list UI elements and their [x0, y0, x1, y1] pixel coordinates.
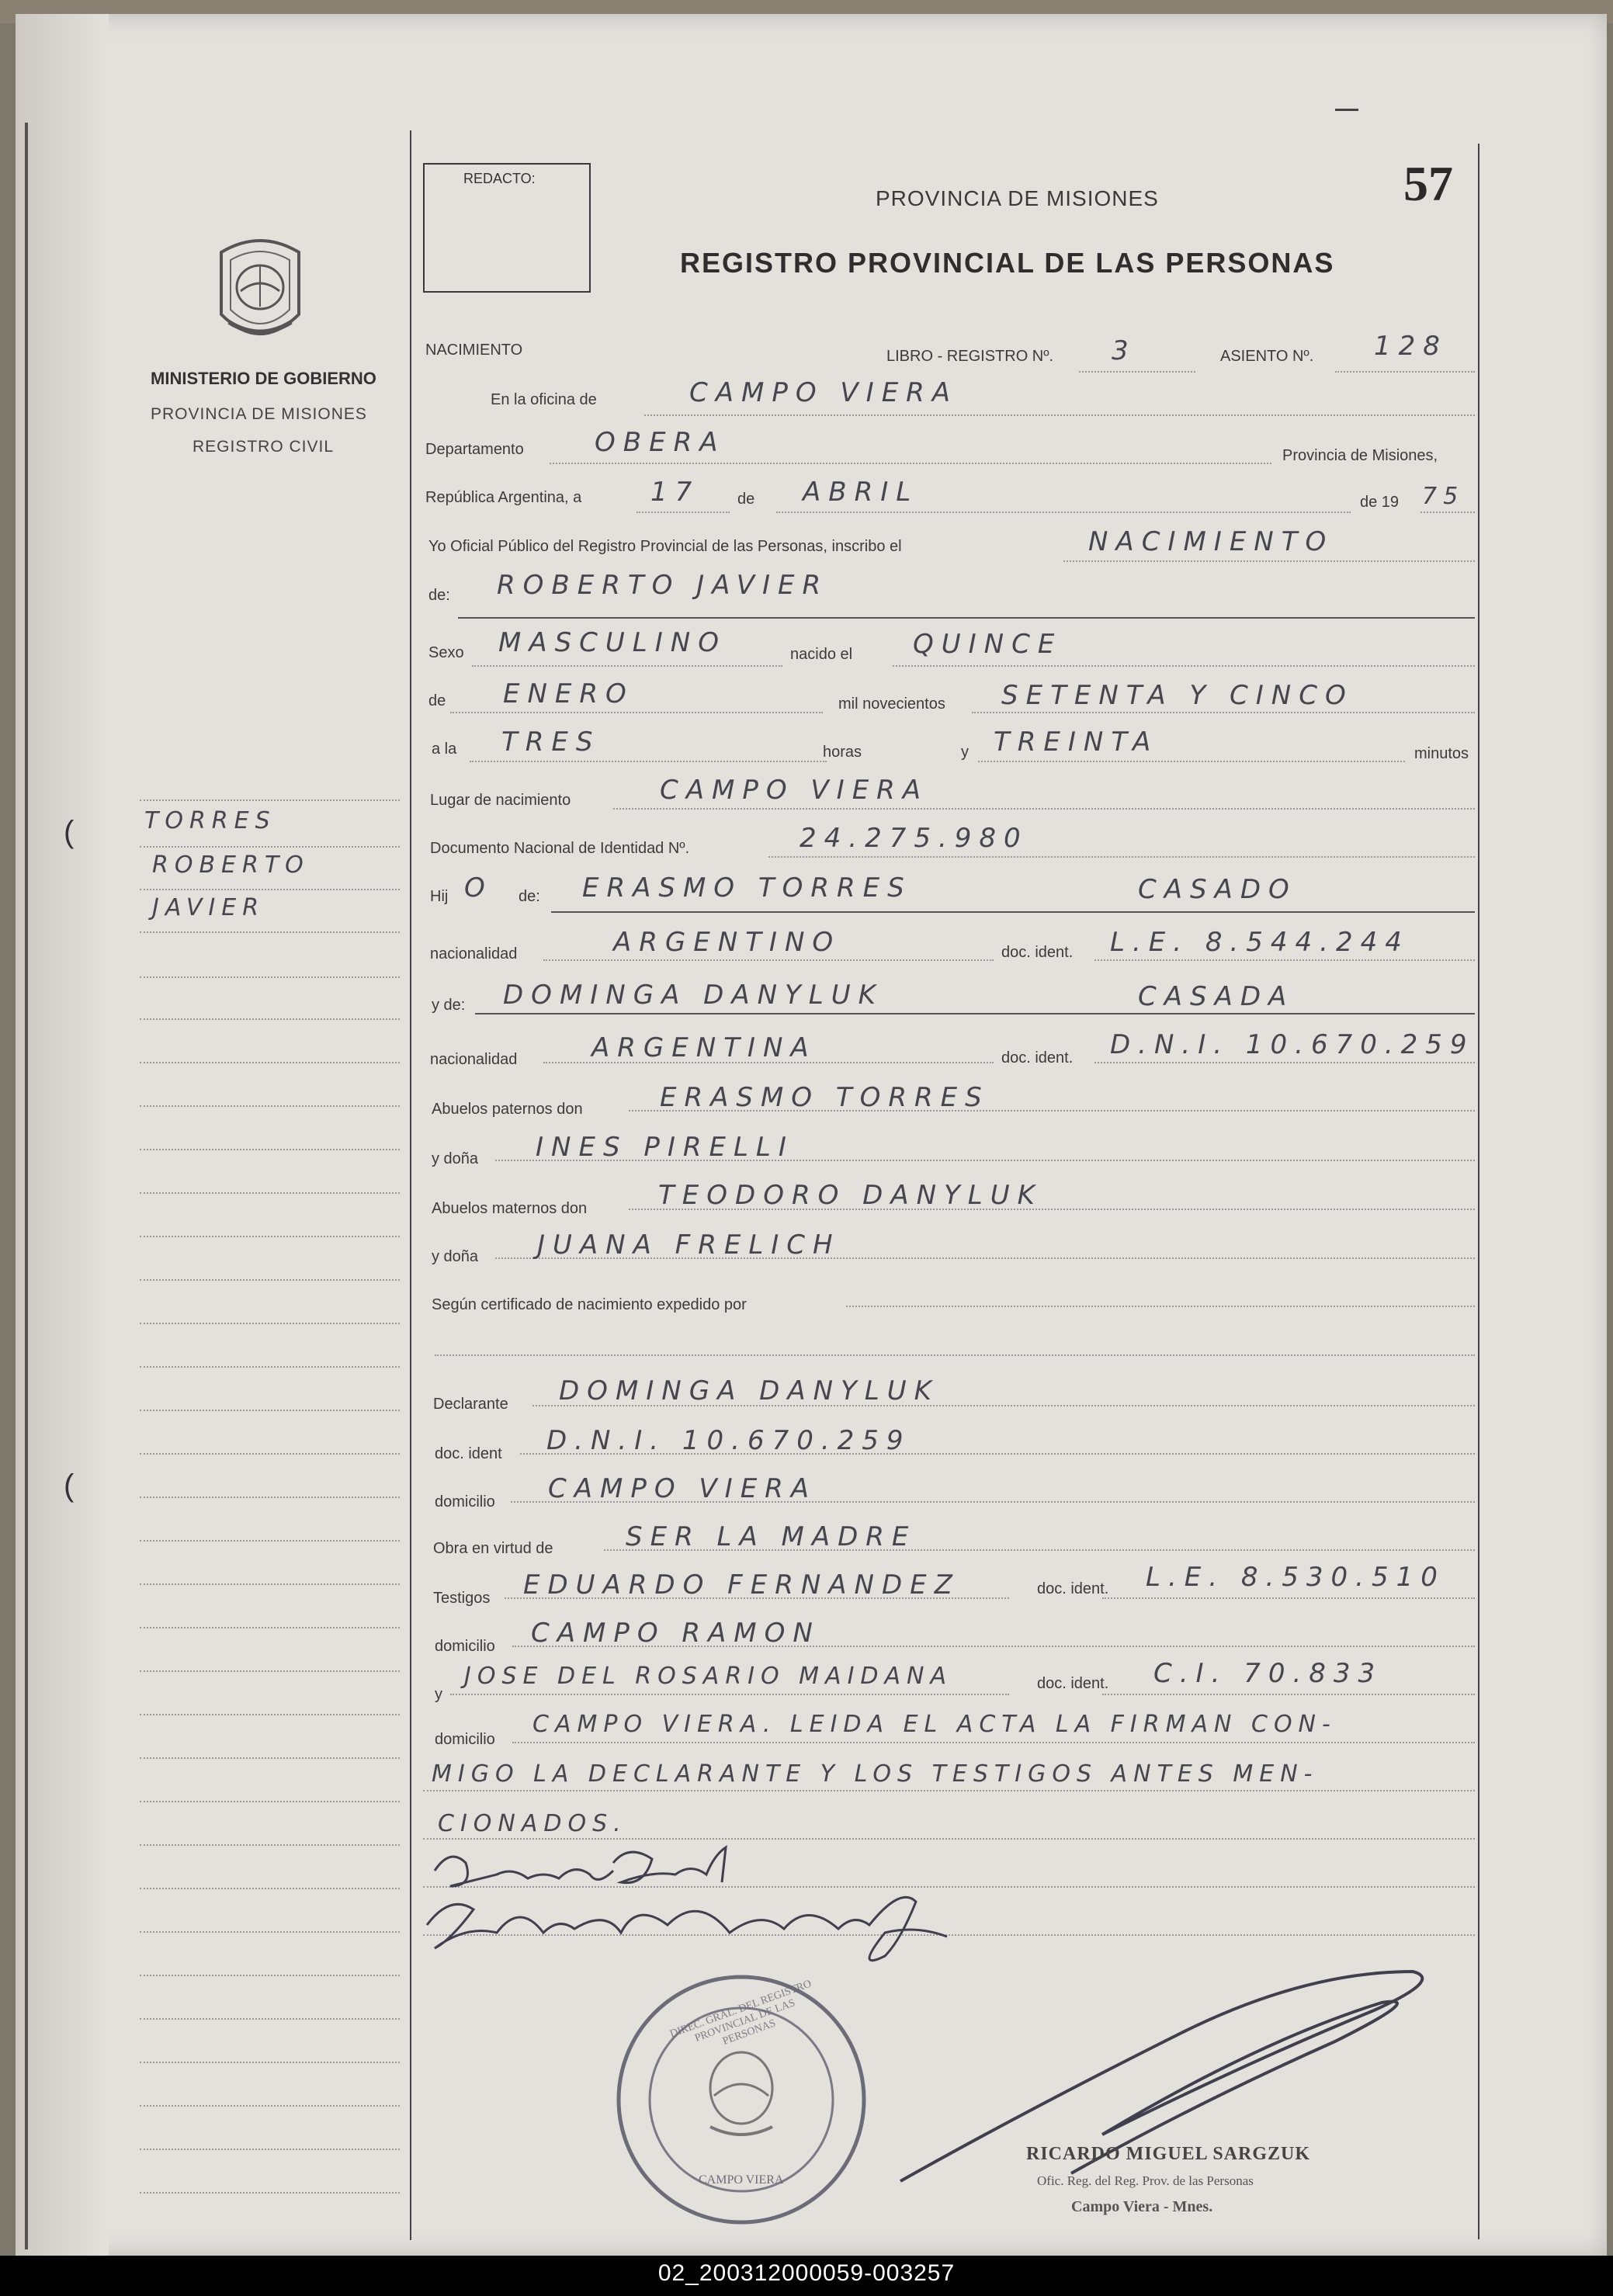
dni-label: Documento Nacional de Identidad Nº. [430, 840, 690, 857]
padre-nacionalidad-label: nacionalidad [430, 945, 518, 962]
provincial-seal-icon [206, 229, 314, 353]
anio-nac-value: SETENTA Y CINCO [1001, 680, 1354, 711]
nacido-value: QUINCE [913, 629, 1063, 660]
header-registry: REGISTRO PROVINCIAL DE LAS PERSONAS [680, 247, 1335, 279]
act-type-label: NACIMIENTO [425, 342, 523, 359]
right-border [1478, 144, 1479, 2239]
testigos-label: Testigos [433, 1590, 491, 1607]
official-place: Campo Viera - Mnes. [1071, 2198, 1213, 2215]
closing-line-3: CIONADOS. [438, 1810, 627, 1837]
margin-bracket: ( [64, 815, 75, 849]
padre-nacionalidad: ARGENTINO [613, 927, 841, 958]
lugar-label: Lugar de nacimiento [430, 792, 571, 809]
declarante-doc-label: doc. ident [435, 1445, 502, 1462]
y2-label: y [435, 1686, 442, 1703]
margin-first-name: ROBERTO [152, 851, 310, 879]
oficina-value: CAMPO VIERA [689, 377, 959, 408]
provincia-suffix: Provincia de Misiones, [1282, 447, 1438, 464]
hij-value: O [464, 872, 493, 903]
official-name: RICARDO MIGUEL SARGZUK [1026, 2144, 1311, 2164]
closing-line-2: MIGO LA DECLARANTE Y LOS TESTIGOS ANTES MEN- [432, 1760, 1319, 1788]
stamp-center-text: CAMPO VIERA [699, 2173, 784, 2187]
testigo2-doc-label: doc. ident. [1037, 1675, 1109, 1692]
image-caption: 02_200312000059-003257 [657, 2260, 956, 2286]
abuela-mat-label: y doña [432, 1248, 479, 1265]
testigo1-dom: CAMPO RAMON [531, 1618, 820, 1649]
abuela-pat: INES PIRELLI [536, 1132, 794, 1163]
asiento-value: 128 [1374, 331, 1448, 362]
hora-value: TRES [501, 727, 601, 758]
declarante-label: Declarante [433, 1396, 508, 1413]
top-dash [1335, 109, 1358, 111]
yo-oficial-label: Yo Oficial Público del Registro Provincial de las Personas, inscribo el [428, 538, 902, 555]
hij-label: Hij [430, 888, 449, 905]
closing-line-1: CAMPO VIERA. LEIDA EL ACTA LA FIRMAN CON- [532, 1711, 1337, 1738]
testigo2-dom-label: domicilio [435, 1731, 495, 1748]
header-province: PROVINCIA DE MISIONES [876, 186, 1159, 210]
de-persona-label: de: [428, 587, 450, 604]
page-edge [16, 14, 109, 2256]
minutos-value: TREINTA [994, 727, 1159, 758]
declarante-dom: CAMPO VIERA [548, 1473, 817, 1504]
asiento-label: ASIENTO Nº. [1220, 348, 1314, 365]
nacido-label: nacido el [790, 646, 853, 663]
ministry-registry: REGISTRO CIVIL [193, 438, 335, 456]
dni-value: 24.275.980 [800, 823, 1029, 854]
declarante-doc: D.N.I. 10.670.259 [546, 1425, 911, 1456]
anio-label: de 19 [1360, 494, 1400, 511]
abuelo-mat: TEODORO DANYLUK [658, 1180, 1042, 1211]
padre-doc-label: doc. ident. [1001, 944, 1074, 961]
madre-nacionalidad-label: nacionalidad [430, 1051, 518, 1068]
redacto-box [423, 163, 591, 293]
testigo2-doc: C.I. 70.833 [1153, 1658, 1383, 1689]
abuelos-pat-label: Abuelos paternos don [432, 1101, 583, 1118]
persona-value: ROBERTO JAVIER [497, 570, 829, 601]
de-label: de [737, 491, 755, 508]
abuela-pat-label: y doña [432, 1150, 479, 1167]
padre-estado: CASADO [1138, 874, 1297, 905]
margin-second-name: JAVIER [152, 894, 265, 921]
lugar-value: CAMPO VIERA [660, 775, 929, 806]
ministry-name: MINISTERIO DE GOBIERNO [151, 369, 376, 388]
obra-label: Obra en virtud de [433, 1540, 553, 1557]
yde-label: y de: [432, 997, 466, 1014]
madre-value: DOMINGA DANYLUK [503, 980, 883, 1011]
sexo-value: MASCULINO [498, 627, 727, 658]
ala-label: a la [432, 740, 457, 758]
madre-doc: D.N.I. 10.670.259 [1110, 1029, 1475, 1060]
redacto-label: REDACTO: [463, 171, 536, 186]
horas-label: horas [823, 744, 862, 761]
margin-surname: TORRES [144, 807, 276, 834]
mil-label: mil novecientos [838, 695, 945, 713]
testigo1-doc-label: doc. ident. [1037, 1580, 1109, 1597]
anio-value: 75 [1422, 483, 1465, 510]
binding-line [25, 123, 28, 2249]
oficina-label: En la oficina de [491, 391, 597, 408]
testigo1-dom-label: domicilio [435, 1638, 495, 1655]
declarante-value: DOMINGA DANYLUK [559, 1375, 939, 1406]
abuelos-mat-label: Abuelos maternos don [432, 1200, 588, 1217]
de-padre-label: de: [519, 888, 540, 905]
folio-number: 57 [1403, 156, 1453, 211]
margin-bracket: ( [64, 1469, 75, 1503]
mes-value: ABRIL [803, 477, 919, 508]
signature-declarante-witness [419, 1840, 1009, 1972]
madre-estado: CASADA [1138, 981, 1295, 1012]
column-divider [410, 130, 411, 2240]
abuelo-pat: ERASMO TORRES [660, 1082, 990, 1113]
testigo1: EDUARDO FERNANDEZ [523, 1569, 960, 1601]
de2-label: de [428, 692, 446, 709]
departamento-label: Departamento [425, 441, 524, 458]
official-title: Ofic. Reg. del Reg. Prov. de las Personas [1037, 2173, 1254, 2188]
obra-value: SER LA MADRE [626, 1521, 917, 1552]
dia-value: 17 [650, 477, 700, 508]
declarante-dom-label: domicilio [435, 1493, 495, 1510]
departamento-value: OBERA [595, 427, 726, 458]
y-label: y [961, 744, 969, 761]
sexo-label: Sexo [428, 644, 464, 661]
padre-value: ERASMO TORRES [582, 872, 912, 903]
testigo1-doc: L.E. 8.530.510 [1146, 1562, 1445, 1593]
padre-doc: L.E. 8.544.244 [1110, 927, 1410, 958]
republica-label: República Argentina, a [425, 489, 582, 506]
stamp-ring-text: DIREC. GRAL. DEL REGISTRO PROVINCIAL DE LAS PERSONAS [668, 1978, 813, 2048]
testigo2: JOSE DEL ROSARIO MAIDANA [464, 1663, 953, 1690]
libro-label: LIBRO - REGISTRO Nº. [886, 348, 1054, 365]
libro-value: 3 [1112, 335, 1136, 366]
segun-label: Según certificado de nacimiento expedido por [432, 1296, 747, 1313]
abuela-mat: JUANA FRELICH [537, 1230, 841, 1261]
madre-nacionalidad: ARGENTINA [591, 1032, 817, 1063]
yo-oficial-value: NACIMIENTO [1088, 526, 1334, 557]
madre-doc-label: doc. ident. [1001, 1049, 1074, 1066]
ministry-province: PROVINCIA DE MISIONES [151, 405, 367, 423]
mes-nac-value: ENERO [503, 678, 634, 709]
minutos-label: minutos [1414, 745, 1469, 762]
